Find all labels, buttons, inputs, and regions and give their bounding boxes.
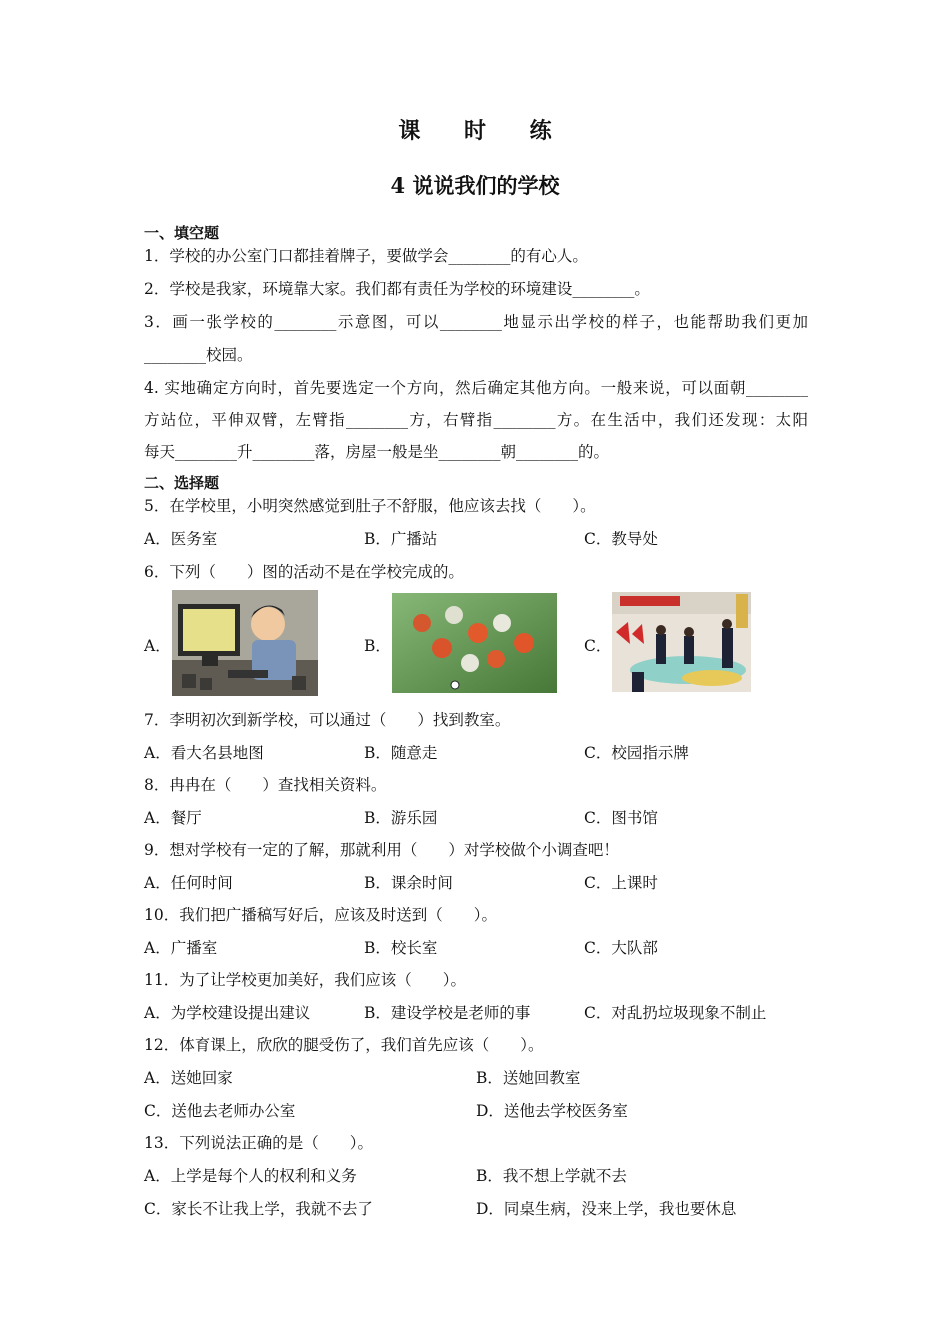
q5-option-b: B．广播站 [364,530,438,548]
q7-option-a: A．看大名县地图 [144,744,264,762]
question-6: 6．下列（ ）图的活动不是在学校完成的。 [144,563,464,581]
q12-option-b: B．送她回教室 [476,1069,581,1087]
q8-option-b: B．游乐园 [364,809,438,827]
question-12: 12．体育课上，欣欣的腿受伤了，我们首先应该（ ）。 [144,1036,544,1054]
page-title: 课 时 练 [398,118,570,144]
q11-option-a: A．为学校建设提出建议 [144,1004,311,1022]
question-1: 1．学校的办公室门口都挂着牌子，要做学会________的有心人。 [144,247,588,265]
section-heading-choice: 二、选择题 [144,474,220,492]
question-9: 9．想对学校有一定的了解，那就利用（ ）对学校做个小调查吧！ [144,841,619,859]
q8-option-a: A．餐厅 [144,809,202,827]
kids-soccer-image [392,593,557,693]
question-10: 10．我们把广播稿写好后，应该及时送到（ ）。 [144,906,497,924]
q13-option-b: B．我不想上学就不去 [476,1167,627,1185]
q10-option-b: B．校长室 [364,939,438,957]
section-heading-fill-blank: 一、填空题 [144,224,220,242]
q7-option-b: B．随意走 [364,744,438,762]
question-3-line-2: ________校园。 [144,346,253,364]
q13-option-c: C．家长不让我上学，我就不去了 [144,1200,373,1218]
question-5: 5．在学校里，小明突然感觉到肚子不舒服，他应该去找（ ）。 [144,497,596,515]
q8-option-c: C．图书馆 [584,809,658,827]
q11-option-b: B．建设学校是老师的事 [364,1004,531,1022]
question-2: 2．学校是我家，环境靠大家。我们都有责任为学校的环境建设________。 [144,280,650,298]
q6-option-b-label: B． [364,637,391,655]
q11-option-c: C．对乱扔垃圾现象不制止 [584,1004,767,1022]
q6-option-c-label: C． [584,637,612,655]
q6-option-a-label: A． [144,637,171,655]
q13-option-a: A．上学是每个人的权利和义务 [144,1167,357,1185]
q13-option-d: D．同桌生病，没来上学，我也要休息 [476,1200,737,1218]
lesson-title: 4 说说我们的学校 [390,173,560,198]
q10-option-c: C．大队部 [584,939,658,957]
q9-option-c: C．上课时 [584,874,658,892]
q12-option-c: C．送他去老师办公室 [144,1102,296,1120]
q12-option-a: A．送她回家 [144,1069,233,1087]
question-4-line-1: 4. 实地确定方向时，首先要选定一个方向，然后确定其他方向。一般来说，可以面朝________ [144,379,808,397]
question-13: 13．下列说法正确的是（ ）。 [144,1134,373,1152]
q7-option-c: C．校园指示牌 [584,744,689,762]
question-4-line-3: 每天________升________落，房屋一般是坐________朝________的。 [144,443,610,461]
question-8: 8．冉冉在（ ）查找相关资料。 [144,776,387,794]
q12-option-d: D．送他去学校医务室 [476,1102,628,1120]
q9-option-b: B．课余时间 [364,874,453,892]
q5-option-c: C．教导处 [584,530,658,548]
question-11: 11．为了让学校更加美好，我们应该（ ）。 [144,971,466,989]
q5-option-a: A．医务室 [144,530,218,548]
question-3-line-1: 3．画一张学校的________示意图，可以________地显示出学校的样子，也能帮助我们更加 [144,313,808,331]
classroom-activity-image [612,592,751,692]
q9-option-a: A．任何时间 [144,874,233,892]
question-4-line-2: 方站位，平伸双臂，左臂指________方，右臂指________方。在生活中，我们还发现：太阳 [144,411,808,429]
question-7: 7．李明初次到新学校，可以通过（ ）找到教室。 [144,711,511,729]
gaming-boy-image [172,590,318,696]
q10-option-a: A．广播室 [144,939,218,957]
